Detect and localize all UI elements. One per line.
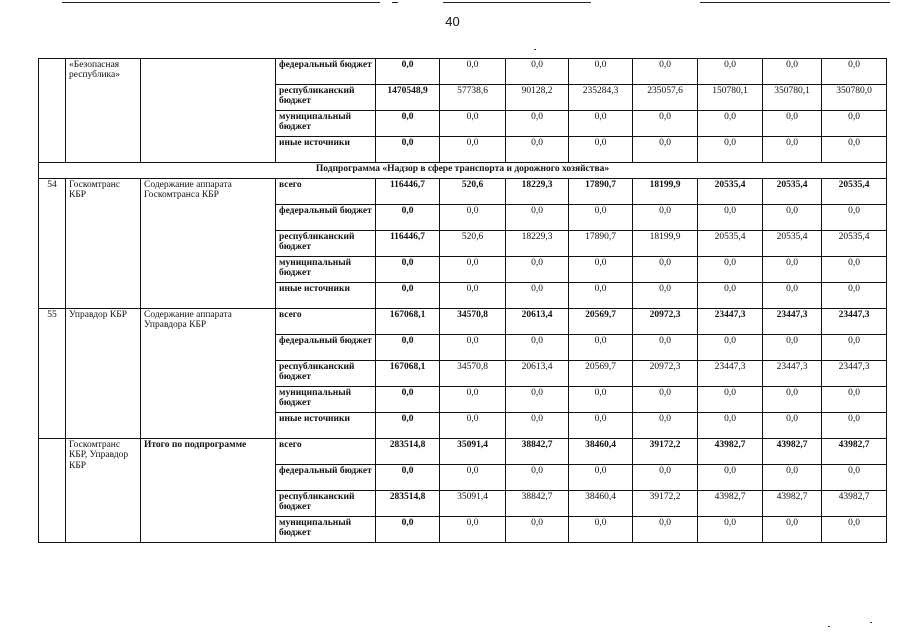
value-cell: 0,0	[698, 387, 763, 413]
value-cell: 0,0	[822, 283, 887, 309]
value-cell: 0,0	[698, 137, 763, 163]
top-rule-1	[62, 2, 380, 3]
value-cell: 0,0	[633, 111, 698, 137]
program-name-cell: «Безопасная республика»	[66, 59, 141, 163]
value-cell: 20535,4	[822, 231, 887, 257]
source-cell: муниципальный бюджет	[276, 517, 376, 543]
description-cell: Содержание аппарата Управдора КБР	[141, 309, 276, 439]
value-cell: 0,0	[822, 465, 887, 491]
value-cell: 20535,4	[698, 231, 763, 257]
value-cell: 0,0	[633, 517, 698, 543]
value-cell: 18199,9	[633, 179, 698, 205]
row-index-cell	[39, 59, 66, 163]
value-cell: 17890,7	[569, 179, 633, 205]
value-cell: 0,0	[440, 517, 506, 543]
value-cell: 235057,6	[633, 85, 698, 111]
value-cell: 0,0	[763, 257, 822, 283]
value-cell: 20569,7	[569, 309, 633, 335]
value-cell: 0,0	[376, 205, 440, 231]
value-cell: 0,0	[698, 59, 763, 85]
value-cell: 57738,6	[440, 85, 506, 111]
source-cell: федеральный бюджет	[276, 335, 376, 361]
value-cell: 0,0	[506, 413, 569, 439]
value-cell: 235284,3	[569, 85, 633, 111]
value-cell: 0,0	[376, 59, 440, 85]
value-cell: 0,0	[569, 111, 633, 137]
value-cell: 18229,3	[506, 231, 569, 257]
top-rule-2	[392, 2, 398, 3]
value-cell: 167068,1	[376, 361, 440, 387]
value-cell: 0,0	[376, 517, 440, 543]
description-cell	[141, 59, 276, 163]
value-cell: 18229,3	[506, 179, 569, 205]
value-cell: 0,0	[569, 137, 633, 163]
value-cell: 0,0	[763, 413, 822, 439]
value-cell: 520,6	[440, 179, 506, 205]
source-cell: иные источники	[276, 413, 376, 439]
value-cell: 0,0	[440, 283, 506, 309]
value-cell: 0,0	[633, 283, 698, 309]
value-cell: 20535,4	[822, 179, 887, 205]
source-cell: всего	[276, 439, 376, 465]
value-cell: 20613,4	[506, 361, 569, 387]
value-cell: 0,0	[763, 465, 822, 491]
value-cell: 20613,4	[506, 309, 569, 335]
row-index-cell: 55	[39, 309, 66, 439]
value-cell: 0,0	[440, 413, 506, 439]
value-cell: 23447,3	[822, 309, 887, 335]
value-cell: 90128,2	[506, 85, 569, 111]
value-cell: 0,0	[569, 465, 633, 491]
value-cell: 20972,3	[633, 309, 698, 335]
value-cell: 0,0	[440, 137, 506, 163]
value-cell: 0,0	[569, 413, 633, 439]
value-cell: 0,0	[698, 517, 763, 543]
value-cell: 0,0	[822, 335, 887, 361]
value-cell: 0,0	[506, 257, 569, 283]
value-cell: 0,0	[440, 335, 506, 361]
value-cell: 43982,7	[763, 491, 822, 517]
value-cell: 0,0	[633, 137, 698, 163]
value-cell: 0,0	[569, 283, 633, 309]
value-cell: 0,0	[763, 283, 822, 309]
value-cell: 0,0	[698, 465, 763, 491]
value-cell: 0,0	[506, 59, 569, 85]
value-cell: 20535,4	[763, 231, 822, 257]
value-cell: 0,0	[569, 59, 633, 85]
value-cell: 0,0	[822, 111, 887, 137]
value-cell: 38460,4	[569, 491, 633, 517]
value-cell: 23447,3	[763, 309, 822, 335]
value-cell: 0,0	[440, 465, 506, 491]
value-cell: 283514,8	[376, 491, 440, 517]
value-cell: 0,0	[822, 257, 887, 283]
value-cell: 20535,4	[698, 179, 763, 205]
value-cell: 0,0	[633, 205, 698, 231]
scan-speck	[534, 49, 536, 50]
value-cell: 0,0	[698, 335, 763, 361]
source-cell: иные источники	[276, 283, 376, 309]
value-cell: 0,0	[763, 111, 822, 137]
value-cell: 0,0	[763, 137, 822, 163]
value-cell: 0,0	[633, 335, 698, 361]
value-cell: 43982,7	[698, 439, 763, 465]
table-row	[39, 439, 887, 465]
value-cell: 20972,3	[633, 361, 698, 387]
value-cell: 0,0	[822, 205, 887, 231]
value-cell: 0,0	[698, 205, 763, 231]
row-index-cell: 54	[39, 179, 66, 309]
value-cell: 0,0	[569, 517, 633, 543]
table-row	[39, 59, 887, 85]
value-cell: 35091,4	[440, 491, 506, 517]
value-cell: 1470548,9	[376, 85, 440, 111]
value-cell: 0,0	[569, 205, 633, 231]
value-cell: 43982,7	[822, 491, 887, 517]
value-cell: 0,0	[763, 387, 822, 413]
value-cell: 0,0	[822, 413, 887, 439]
value-cell: 0,0	[822, 517, 887, 543]
value-cell: 18199,9	[633, 231, 698, 257]
value-cell: 0,0	[376, 413, 440, 439]
value-cell: 0,0	[822, 137, 887, 163]
value-cell: 39172,2	[633, 491, 698, 517]
value-cell: 0,0	[506, 205, 569, 231]
value-cell: 0,0	[376, 257, 440, 283]
value-cell: 520,6	[440, 231, 506, 257]
value-cell: 0,0	[506, 137, 569, 163]
value-cell: 38842,7	[506, 439, 569, 465]
value-cell: 34570,8	[440, 361, 506, 387]
value-cell: 0,0	[440, 111, 506, 137]
executor-cell: Управдор КБР	[66, 309, 141, 439]
subprogram-header-row	[39, 163, 887, 179]
value-cell: 350780,1	[763, 85, 822, 111]
value-cell: 0,0	[633, 387, 698, 413]
value-cell: 0,0	[633, 465, 698, 491]
description-cell: Итого по подпрограмме	[141, 439, 276, 543]
value-cell: 0,0	[763, 335, 822, 361]
value-cell: 0,0	[569, 387, 633, 413]
executor-cell: Госкомтранс КБР	[66, 179, 141, 309]
value-cell: 0,0	[376, 335, 440, 361]
value-cell: 34570,8	[440, 309, 506, 335]
value-cell: 39172,2	[633, 439, 698, 465]
source-cell: федеральный бюджет	[276, 59, 376, 85]
value-cell: 116446,7	[376, 231, 440, 257]
scan-speck	[828, 626, 830, 627]
value-cell: 0,0	[698, 283, 763, 309]
subprogram-title: Подпрограмма «Надзор в сфере транспорта и дорожного хозяйства»	[39, 163, 887, 179]
value-cell: 0,0	[376, 465, 440, 491]
value-cell: 38460,4	[569, 439, 633, 465]
value-cell: 0,0	[376, 387, 440, 413]
value-cell: 23447,3	[822, 361, 887, 387]
value-cell: 0,0	[698, 257, 763, 283]
value-cell: 0,0	[376, 283, 440, 309]
source-cell: федеральный бюджет	[276, 465, 376, 491]
value-cell: 0,0	[822, 59, 887, 85]
source-cell: республиканский бюджет	[276, 361, 376, 387]
source-cell: муниципальный бюджет	[276, 111, 376, 137]
value-cell: 0,0	[763, 517, 822, 543]
value-cell: 0,0	[698, 111, 763, 137]
value-cell: 0,0	[376, 111, 440, 137]
value-cell: 0,0	[440, 257, 506, 283]
value-cell: 0,0	[633, 59, 698, 85]
value-cell: 150780,1	[698, 85, 763, 111]
value-cell: 116446,7	[376, 179, 440, 205]
source-cell: муниципальный бюджет	[276, 387, 376, 413]
source-cell: республиканский бюджет	[276, 231, 376, 257]
value-cell: 0,0	[633, 257, 698, 283]
value-cell: 23447,3	[698, 309, 763, 335]
value-cell: 0,0	[376, 137, 440, 163]
value-cell: 350780,0	[822, 85, 887, 111]
source-cell: муниципальный бюджет	[276, 257, 376, 283]
value-cell: 17890,7	[569, 231, 633, 257]
value-cell: 23447,3	[698, 361, 763, 387]
value-cell: 0,0	[440, 205, 506, 231]
row-index-cell	[39, 439, 66, 543]
scan-speck	[870, 622, 872, 623]
source-cell: республиканский бюджет	[276, 85, 376, 111]
page-number: 40	[445, 14, 460, 29]
top-rule-4	[700, 2, 890, 3]
source-cell: всего	[276, 179, 376, 205]
value-cell: 0,0	[440, 387, 506, 413]
source-cell: республиканский бюджет	[276, 491, 376, 517]
table-row	[39, 179, 887, 205]
value-cell: 0,0	[698, 413, 763, 439]
source-cell: федеральный бюджет	[276, 205, 376, 231]
description-cell: Содержание аппарата Госкомтранса КБР	[141, 179, 276, 309]
value-cell: 43982,7	[822, 439, 887, 465]
value-cell: 283514,8	[376, 439, 440, 465]
value-cell: 0,0	[506, 335, 569, 361]
value-cell: 0,0	[506, 111, 569, 137]
value-cell: 43982,7	[763, 439, 822, 465]
value-cell: 0,0	[440, 59, 506, 85]
table-row	[39, 309, 887, 335]
value-cell: 0,0	[506, 465, 569, 491]
value-cell: 35091,4	[440, 439, 506, 465]
value-cell: 20569,7	[569, 361, 633, 387]
value-cell: 0,0	[633, 413, 698, 439]
source-cell: всего	[276, 309, 376, 335]
value-cell: 43982,7	[698, 491, 763, 517]
source-cell: иные источники	[276, 137, 376, 163]
value-cell: 0,0	[763, 59, 822, 85]
value-cell: 0,0	[506, 387, 569, 413]
budget-table	[38, 58, 887, 543]
value-cell: 0,0	[569, 257, 633, 283]
executor-cell: Госкомтранс КБР, Управдор КБР	[66, 439, 141, 543]
value-cell: 0,0	[569, 335, 633, 361]
value-cell: 0,0	[763, 205, 822, 231]
value-cell: 167068,1	[376, 309, 440, 335]
value-cell: 20535,4	[763, 179, 822, 205]
value-cell: 23447,3	[763, 361, 822, 387]
value-cell: 0,0	[822, 387, 887, 413]
value-cell: 0,0	[506, 283, 569, 309]
top-rule-3	[443, 2, 591, 3]
value-cell: 38842,7	[506, 491, 569, 517]
value-cell: 0,0	[506, 517, 569, 543]
